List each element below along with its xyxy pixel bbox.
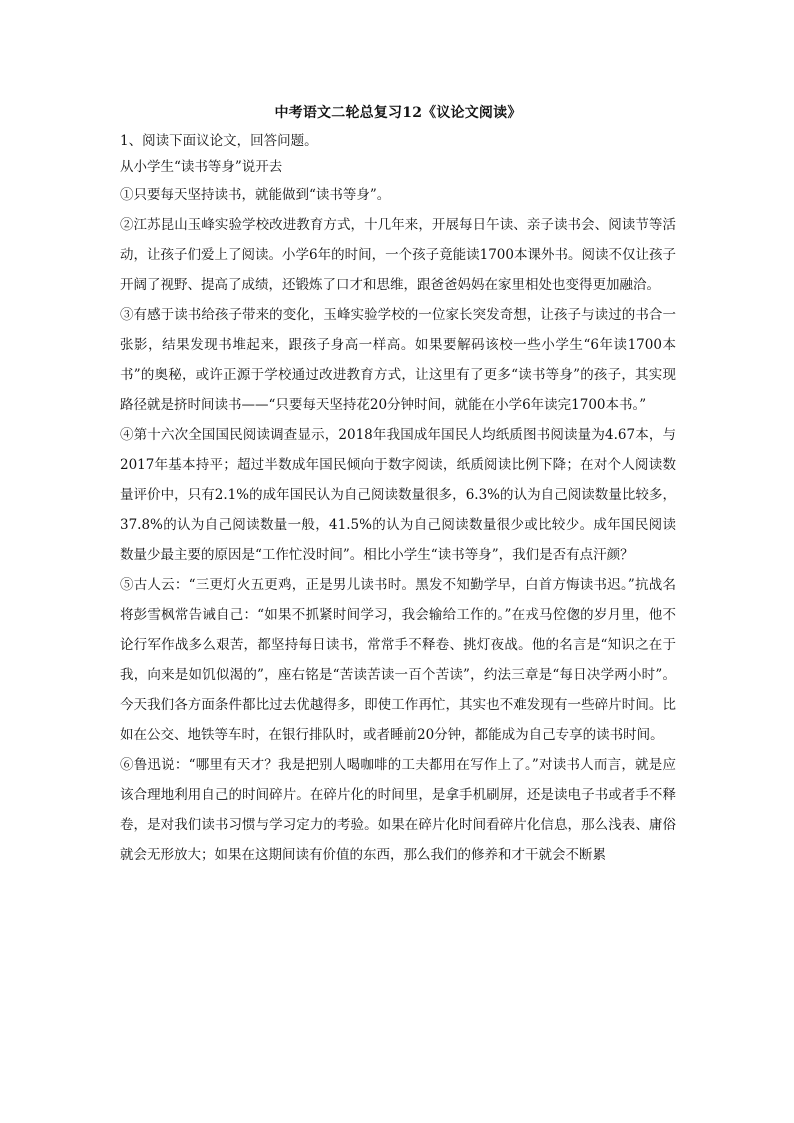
article-title: 从小学生“读书等身”说开去 xyxy=(120,159,283,175)
document-title: 中考语文二轮总复习12《议论文阅读》 xyxy=(274,105,522,121)
question-prompt: 1、阅读下面议论文，回答问题。 xyxy=(120,133,318,149)
document-body xyxy=(120,100,676,870)
paragraph-1: ①只要每天坚持读书，就能做到“读书等身”。 xyxy=(120,187,391,203)
paragraph-5: ⑤古人云：“三更灯火五更鸡，正是男儿读书时。黑发不知勤学早，白首方悔读书迟。”抗战名将彭雪枫常告诫自己：“如果不抓紧时间学习，我会输给工作的。”在戎马倥偬的岁月里，他不论行军作战多么艰苦，都坚持每日读书，常常手不释卷、挑灯夜战。他的名言是“知识之在于我，向来是如饥似渴的”，座右铭是“苦读苦读一百个苦读”，约法三章是“每日决学两小时”。今天我们各方面条件都比过去优越得多，即使工作再忙，其实也不难发现有一些碎片时间。比如在公交、地铁等车时，在银行排队时，或者睡前20分钟，都能成为自己专享的读书时间。 xyxy=(120,577,676,743)
paragraph-3: ③有感于读书给孩子带来的变化，玉峰实验学校的一位家长突发奇想，让孩子与读过的书合一张影，结果发现书堆起来，跟孩子身高一样高。如果要解码该校一些小学生“6年读1700本书”的奥秘，或许正源于学校通过改进教育方式，让这里有了更多“读书等身”的孩子，其实现路径就是挤时间读书——“只要每天坚持花20分钟时间，就能在小学6年读完1700本书。” xyxy=(120,307,676,413)
paragraph-4: ④第十六次全国国民阅读调查显示，2018年我国成年国民人均纸质图书阅读量为4.67本，与2017年基本持平；超过半数成年国民倾向于数字阅读，纸质阅读比例下降；在对个人阅读数量评价中，只有2.1%的成年国民认为自己阅读数量很多，6.3%的认为自己阅读数量比较多，37.8%的认为自己阅读数量一般，41.5%的认为自己阅读数量很少或比较少。成年国民阅读数量少最主要的原因是“工作忙没时间”。相比小学生“读书等身”，我们是否有点汗颜？ xyxy=(120,427,676,563)
paragraph-6: ⑥鲁迅说：“哪里有天才？我是把别人喝咖啡的工夫都用在写作上了。”对读书人而言，就是应该合理地利用自己的时间碎片。在碎片化的时间里，是拿手机刷屏，还是读电子书或者手不释卷，是对我们读书习惯与学习定力的考验。如果在碎片化时间看碎片化信息，那么浅表、庸俗就会无形放大；如果在这期间读有价值的东西，那么我们的修养和才干就会不断累 xyxy=(120,757,676,863)
paragraph-2: ②江苏昆山玉峰实验学校改进教育方式，十几年来，开展每日午读、亲子读书会、阅读节等活动，让孩子们爱上了阅读。小学6年的时间，一个孩子竟能读1700本课外书。阅读不仅让孩子开阔了视野、提高了成绩，还锻炼了口才和思维，跟爸爸妈妈在家里相处也变得更加融洽。 xyxy=(120,217,676,293)
